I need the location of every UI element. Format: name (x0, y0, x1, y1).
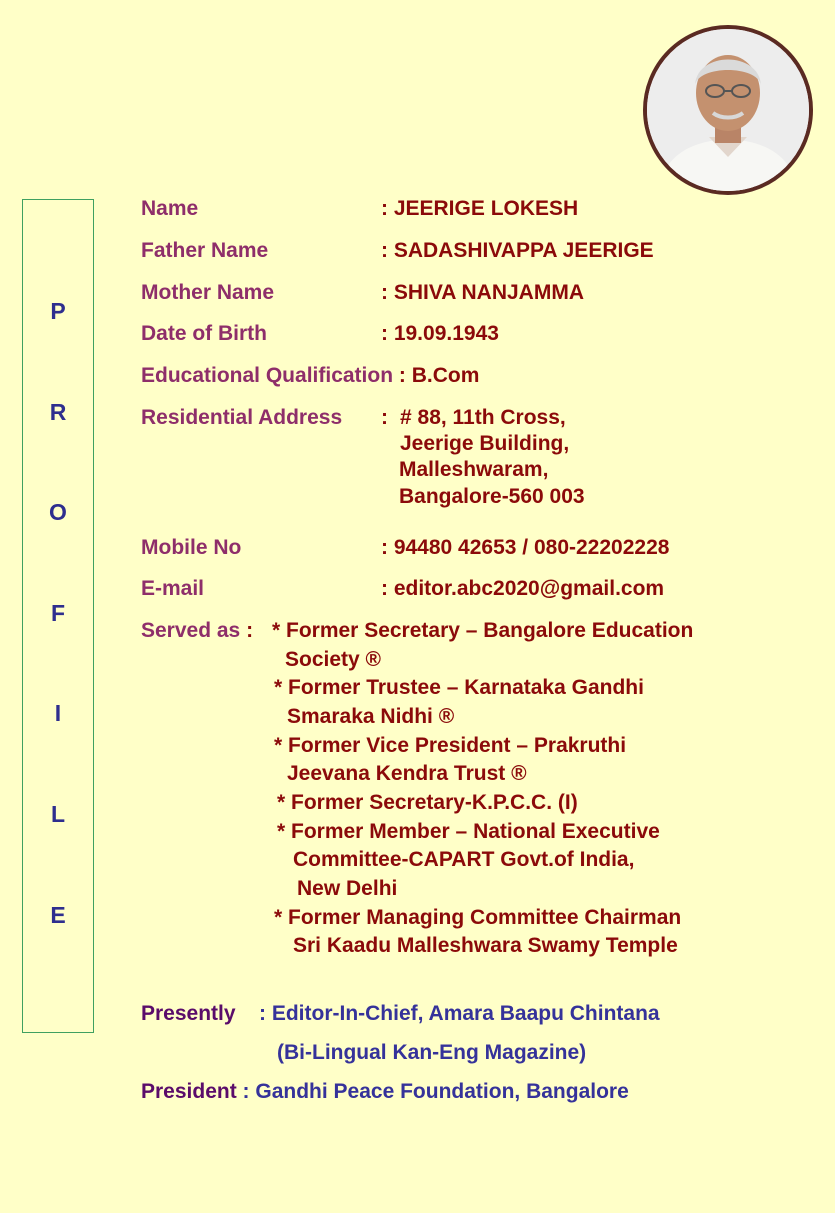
presently-value-2: (Bi-Lingual Kan-Eng Magazine) (277, 1041, 587, 1064)
email-value: : editor.abc2020@gmail.com (381, 577, 665, 600)
profile-letter-f: F (50, 600, 66, 626)
email-label: E-mail (141, 577, 205, 600)
served-line-9: Committee-CAPART Govt.of India, (293, 848, 635, 871)
served-line-3: * Former Trustee – Karnataka Gandhi (274, 676, 644, 699)
father-name-row (141, 239, 268, 263)
served-line-11: * Former Managing Committee Chairman (274, 906, 682, 929)
address-line-3: Malleshwaram, (399, 458, 549, 481)
name-value: : JEERIGE LOKESH (381, 197, 579, 220)
presently-label: Presently (141, 1002, 236, 1025)
profile-letter-r: R (49, 399, 67, 425)
profile-letter-e: E (50, 902, 66, 928)
portrait-photo (643, 25, 813, 195)
served-line-10: New Delhi (297, 877, 398, 900)
president-label: President (141, 1080, 237, 1103)
mother-name-label: Mother Name (141, 281, 275, 304)
father-name-label: Father Name (141, 239, 269, 262)
presently-value: : Editor-In-Chief, Amara Baapu Chintana (259, 1002, 660, 1025)
profile-sidebar (22, 199, 94, 1033)
mobile-row (141, 536, 241, 560)
served-line-2: Society ® (285, 648, 382, 671)
dob-row (141, 322, 267, 346)
education-row (141, 364, 479, 388)
served-line-7: * Former Secretary-K.P.C.C. (I) (277, 791, 578, 814)
address-line-2: Jeerige Building, (400, 432, 570, 455)
email-row (141, 577, 204, 601)
served-line-5: * Former Vice President – Prakruthi (274, 734, 627, 757)
profile-letter-l: L (50, 801, 66, 827)
presently-row (141, 1002, 236, 1026)
served-colon: : (246, 619, 254, 642)
address-label: Residential Address (141, 406, 343, 429)
dob-label: Date of Birth (141, 322, 267, 345)
served-label: Served as (141, 619, 241, 642)
education-label: Educational Qualification (141, 364, 394, 387)
mother-name-row (141, 281, 274, 305)
name-row (141, 197, 198, 221)
served-row (141, 619, 253, 643)
served-line-1: * Former Secretary – Bangalore Education (272, 619, 694, 642)
address-line-1: # 88, 11th Cross, (400, 406, 566, 429)
name-label: Name (141, 197, 199, 220)
served-line-4: Smaraka Nidhi ® (287, 705, 455, 728)
address-line-4: Bangalore-560 003 (399, 485, 585, 508)
portrait-illustration (647, 29, 809, 191)
education-value: : B.Com (398, 364, 480, 387)
served-line-12: Sri Kaadu Malleshwara Swamy Temple (293, 934, 678, 957)
mobile-value: : 94480 42653 / 080-22202228 (381, 536, 670, 559)
mobile-label: Mobile No (141, 536, 242, 559)
profile-letter-o: O (49, 499, 67, 525)
served-line-8: * Former Member – National Executive (277, 820, 660, 843)
president-value: : Gandhi Peace Foundation, Bangalore (242, 1080, 629, 1103)
president-row (141, 1080, 629, 1104)
profile-letter-p: P (50, 298, 66, 324)
father-name-value: : SADASHIVAPPA JEERIGE (381, 239, 654, 262)
mother-name-value: : SHIVA NANJAMMA (381, 281, 584, 304)
served-line-6: Jeevana Kendra Trust ® (287, 762, 527, 785)
dob-value: : 19.09.1943 (381, 322, 499, 345)
address-row (141, 406, 342, 430)
profile-letter-i: I (54, 700, 62, 726)
address-colon: : (381, 406, 388, 429)
